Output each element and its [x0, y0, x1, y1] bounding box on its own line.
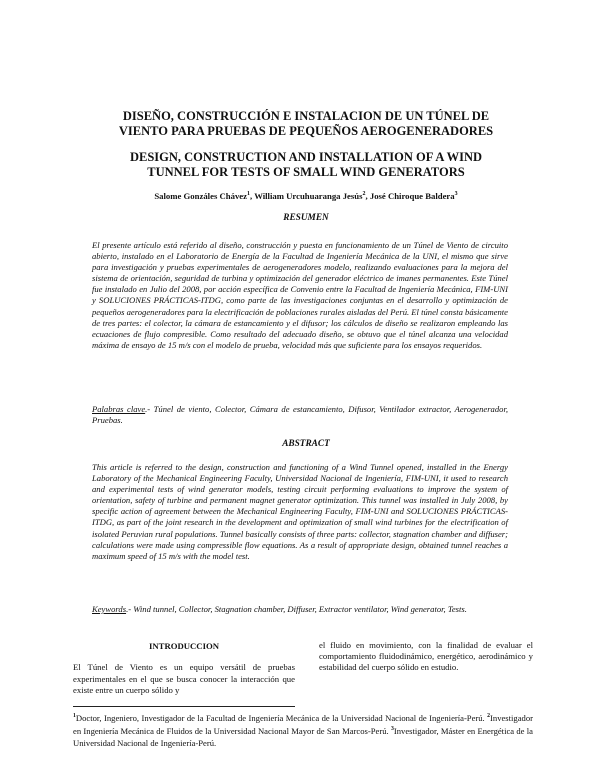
abstract-text: This article is referred to the design, construction and functioning of a Wind Tunnel opened, installed in the Energy Laboratory of the Mechanical Engineering Faculty, Universidad Nacional de Ingeniería, FIM-UNI, it used to research and experimental tests of wind generator models, testing circuit performing evaluations to improve the system of orientation, safety of turbine and permanent magnet generator optimization. This tunnel was installed in July 2008, by specific action of agreement between the Mechanical Engineering Faculty, FIM-UNI and SOLUCIONES PRÁCTICAS-ITDG, as part of the joint research in the development and optimization of small wind turbines for the electrification of isolated Peruvian rural populations. Tunnel basically consists of three parts: collector, stagnation chamber and diffuser; calculations were made using compressible flow equations. As a result of appropriate design, obtained tunnel reaches a maximum speed of 15 m/s with the model test. — [92, 462, 508, 561]
keywords-text: .- Wind tunnel, Collector, Stagnation chamber, Diffuser, Extractor ventilator, Wind generator, Tests. — [126, 604, 467, 614]
palabras-clave-label: Palabras clave — [92, 404, 146, 414]
footnotes — [73, 712, 533, 750]
keywords-label: Keywords — [92, 604, 127, 614]
footnote-text: Doctor, Ingeniero, Investigador de la Facultad de Ingeniería Mecánica de la Universidad Nacional de Ingeniería-Perú. — [75, 713, 488, 723]
author-name: William Urcuhuaranga Jesús — [254, 191, 363, 201]
author-ref: 2 — [362, 191, 366, 198]
palabras-clave — [92, 404, 508, 426]
author-list — [0, 191, 612, 201]
footnote-text: Investigador en Ingeniería Mecánica de Fluidos de la Universidad Nacional Mayor de San Marcos-Perú. — [73, 713, 533, 736]
palabras-clave-text: .- Túnel de viento, Colector, Cámara de estancamiento, Difusor, Ventilador extractor, Aerogenerador, Pruebas. — [92, 404, 508, 426]
author-name: José Chiroque Baldera — [369, 191, 455, 201]
footnote-ref: 1 — [73, 713, 76, 720]
title-spanish — [0, 109, 612, 139]
title-english — [0, 150, 612, 180]
introduccion-heading: INTRODUCCION — [149, 641, 219, 651]
title-spanish-line-1: DISEÑO, CONSTRUCCIÓN E INSTALACION DE UN TÚNEL DE — [122, 109, 490, 123]
author-ref: 1 — [247, 191, 251, 198]
footnote-text: Investigador, Máster en Energética de la Universidad Nacional de Ingeniería-Perú. — [73, 725, 533, 748]
resumen-heading: RESUMEN — [283, 213, 329, 223]
title-spanish-line-2: VIENTO PARA PRUEBAS DE PEQUEÑOS AEROGENERADORES — [118, 124, 494, 138]
footnote-ref: 3 — [390, 725, 394, 732]
intro-left-column: El Túnel de Viento es un equipo versátil de pruebas experimentales en el que se busca conocer la interacción que existe entre un cuerpo sólido y — [73, 662, 295, 695]
author-ref: 3 — [454, 191, 458, 198]
author-separator: , — [250, 191, 255, 201]
title-english-line-2: TUNNEL FOR TESTS OF SMALL WIND GENERATORS — [147, 165, 465, 179]
abstract-heading: ABSTRACT — [282, 439, 330, 449]
intro-right-column: el fluido en movimiento, con la finalidad de evaluar el comportamiento fluidodinámico, energético, aerodinámico y estabilidad del cuerpo sólido en estudio. — [319, 640, 533, 673]
author-separator: , — [365, 191, 370, 201]
keywords — [92, 604, 508, 615]
footnote-divider — [73, 706, 295, 707]
author-name: Salome Gonzáles Chávez — [154, 191, 248, 201]
title-english-line-1: DESIGN, CONSTRUCTION AND INSTALLATION OF A WIND — [129, 150, 483, 164]
footnote-ref: 2 — [487, 713, 491, 720]
resumen-text: El presente artículo está referido al diseño, construcción y puesta en funcionamiento de un Túnel de Viento de circuito abierto, instalado en el Laboratorio de Energía de la Facultad de Ingeniería Mecánica de la UNI, el mismo que sirve para investigación y pruebas experimentales de aerogeneradores modelo, realizando evaluaciones para la mejora del sistema de orientación, seguridad de turbina y optimización del generador eléctrico de imanes permanentes. Este Túnel fue instalado en Julio del 2008, por acción específica de Convenio entre la Facultad de Ingeniería Mecánica, FIM-UNI y SOLUCIONES PRÁCTICAS-ITDG, como parte de las investigaciones conjuntas en el desarrollo y optimización de pequeños aerogeneradores para la electrificación de poblaciones rurales aisladas del Perú. El túnel consta básicamente de tres partes: el colector, la cámara de estancamiento y el difusor; los cálculos de diseño se realizaron empleando las ecuaciones de flujo compresible. Como resultado del adecuado diseño, se obtuvo que el túnel alcanza una velocidad máxima de ensayo de 15 m/s con el modelo de prueba, velocidad más que suficiente para los ensayos requeridos. — [92, 240, 508, 350]
